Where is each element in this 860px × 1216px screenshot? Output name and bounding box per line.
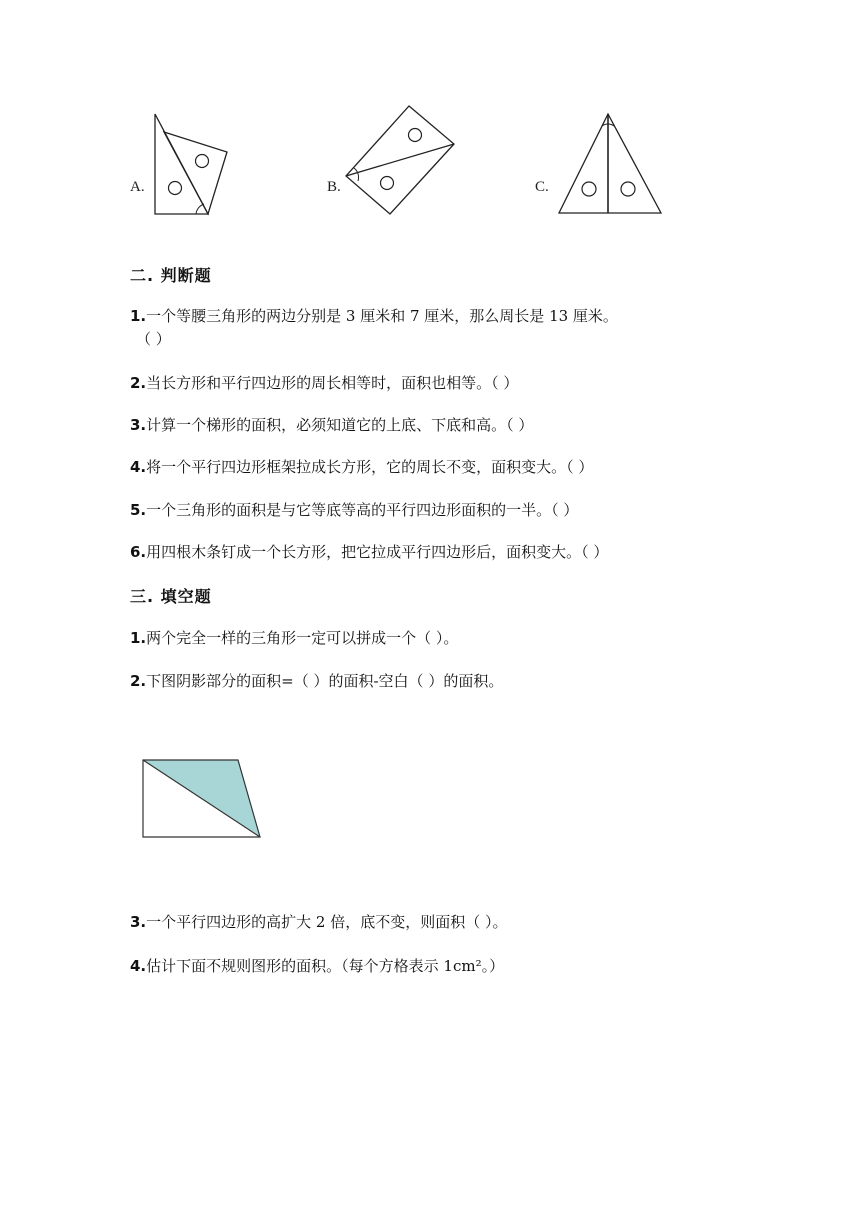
question-text: 一个平行四边形的高扩大 2 倍，底不变，则面积（ ）。 [146,913,508,931]
question-number: 5. [130,501,147,519]
question-text: 一个等腰三角形的两边分别是 3 厘米和 7 厘米，那么周长是 13 厘米。 [146,307,618,325]
answer-blank[interactable]: （ ） [136,330,171,348]
fill-question-3 [130,911,508,932]
question-text: 一个三角形的面积是与它等底等高的平行四边形面积的一半。 [146,501,552,519]
answer-blank[interactable]: （ ） [551,501,579,519]
section-2-title: 二. 判断题 [130,266,212,285]
question-text: 下图阴影部分的面积=（ ）的面积-空白（ ）的面积。 [146,672,504,690]
question-number: 2. [130,672,147,690]
judge-question-1 [130,305,618,326]
question-number: 1. [130,307,147,325]
question-text: 将一个平行四边形框架拉成长方形，它的周长不变，面积变大。 [146,458,567,476]
question-number: 4. [130,458,147,476]
question-number: 3. [130,416,147,434]
shaded-trapezoid-figure [140,757,270,847]
answer-blank[interactable]: （ ） [506,416,534,434]
fill-question-1 [130,627,458,648]
question-number: 6. [130,543,147,561]
fill-question-4 [130,955,504,976]
option-b-figure [342,102,462,222]
question-text: 当长方形和平行四边形的周长相等时，面积也相等。 [146,374,492,392]
option-a-figure [150,112,250,222]
option-c-label: C. [535,179,549,195]
option-a-label: A. [130,179,145,195]
fill-question-2 [130,670,503,691]
question-number: 2. [130,374,147,392]
question-number: 1. [130,629,147,647]
answer-blank[interactable]: （ ） [491,374,519,392]
question-number: 3. [130,913,147,931]
question-text: 两个完全一样的三角形一定可以拼成一个（ ）。 [146,629,459,647]
judge-question-2 [130,372,518,393]
question-text: 估计下面不规则图形的面积。（每个方格表示 1cm²。） [146,957,505,975]
section-3-title: 三. 填空题 [130,587,212,606]
answer-blank[interactable]: （ ） [566,458,594,476]
judge-question-3 [130,414,533,435]
judge-question-5 [130,499,578,520]
question-text: 用四根木条钉成一个长方形，把它拉成平行四边形后，面积变大。 [146,543,582,561]
option-b-label: B. [327,179,341,195]
judge-question-6 [130,541,608,562]
question-text: 计算一个梯形的面积，必须知道它的上底、下底和高。 [146,416,507,434]
answer-blank[interactable]: （ ） [581,543,609,561]
question-number: 4. [130,957,147,975]
option-c-figure [555,108,665,218]
judge-question-4 [130,456,593,477]
